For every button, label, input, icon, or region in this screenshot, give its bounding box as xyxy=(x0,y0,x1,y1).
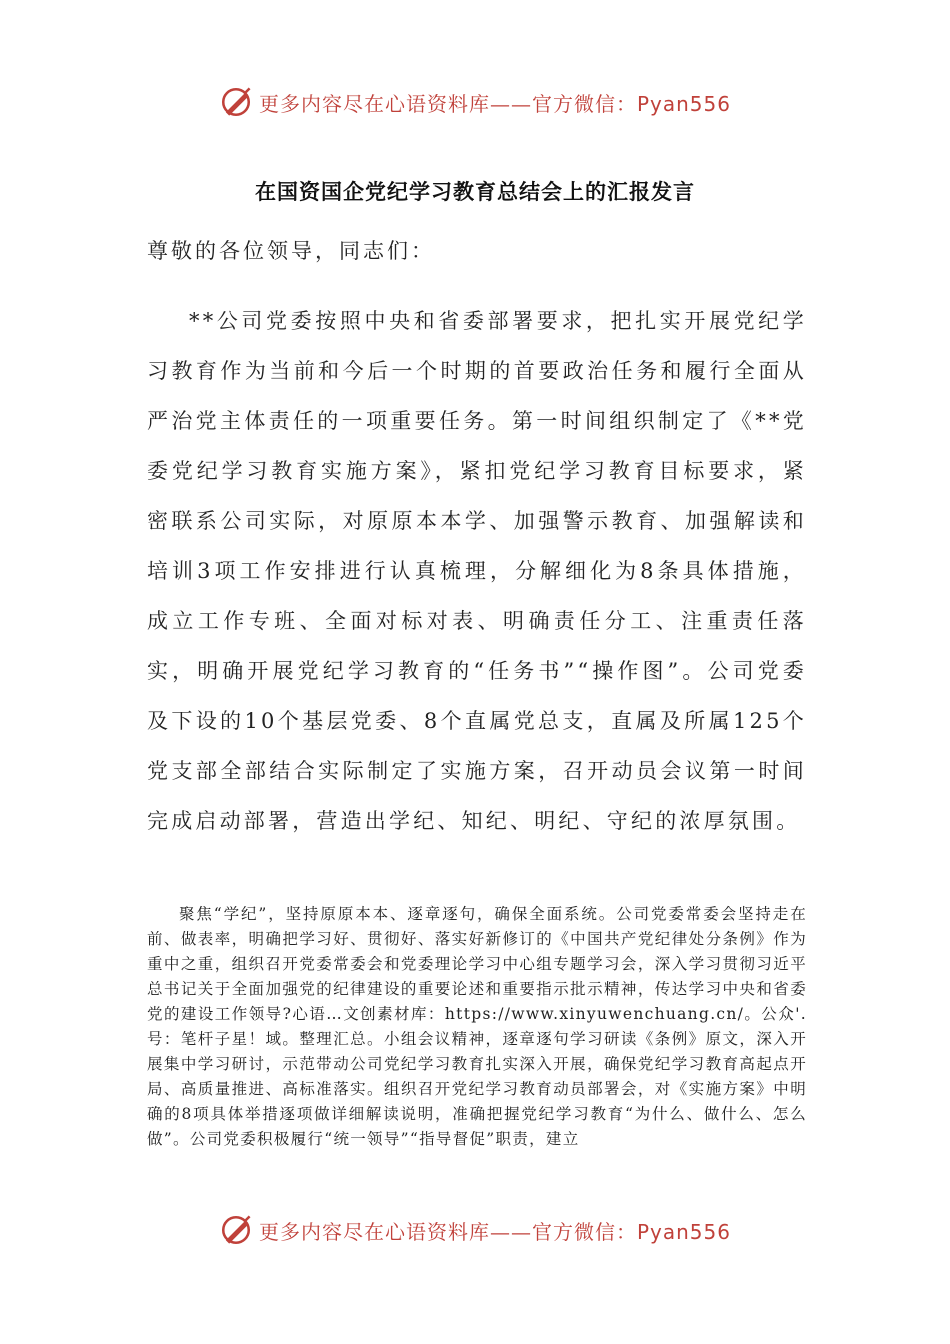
document-title: 在国资国企党纪学习教育总结会上的汇报发言 xyxy=(255,180,695,204)
body-paragraph-2: 聚焦“学纪”，坚持原原本本、逐章逐句，确保全面系统。公司党委常委会坚持走在前、做表率，明确把学习好、贯彻好、落实好新修订的《中国共产党纪律处分条例》作为重中之重，组织召开党委常委会和党委理论学习中心组专题学习会，深入学习贯彻习近平总书记关于全面加强党的纪律建设的重要论述和重要指示批示精神，传达学习中央和省委党的建设工作领导?心语…文创素材库：https://www.xinyuwenchuang.cn/。公众'.号：笔杆子星！域。整理汇总。小组会议精神，逐章逐句学习研读《条例》原文，深入开展集中学习研讨，示范带动公司党纪学习教育扎实深入开展，确保党纪学习教育高起点开局、高质量推进、高标准落实。组织召开党纪学习教育动员部署会，对《实施方案》中明确的8项具体举措逐项做详细解读说明，准确把握党纪学习教育“为什么、做什么、怎么做”。公司党委积极履行“统一领导”“指导督促”职责，建立 xyxy=(147,905,807,1148)
header-banner xyxy=(0,84,950,120)
pen-logo-icon xyxy=(219,85,253,119)
body-paragraph-1: **公司党委按照中央和省委部署要求，把扎实开展党纪学习教育作为当前和今后一个时期的首要政治任务和履行全面从严治党主体责任的一项重要任务。第一时间组织制定了《**党委党纪学习教育实施方案》，紧扣党纪学习教育目标要求，紧密联系公司实际，对原原本本学、加强警示教育、加强解读和培训3项工作安排进行认真梳理，分解细化为8条具体措施，成立工作专班、全面对标对表、明确责任分工、注重责任落实，明确开展党纪学习教育的“任务书”“操作图”。公司党委及下设的10个基层党委、8个直属党总支，直属及所属125个党支部全部结合实际制定了实施方案，召开动员会议第一时间完成启动部署，营造出学纪、知纪、明纪、守纪的浓厚氛围。 xyxy=(147,309,807,833)
pen-logo-icon xyxy=(219,1213,253,1247)
footer-banner xyxy=(0,1212,950,1248)
banner-text: 更多内容尽在心语资料库——官方微信：Pyan556 xyxy=(258,91,731,116)
greeting: 尊敬的各位领导，同志们： xyxy=(147,239,435,263)
banner-text: 更多内容尽在心语资料库——官方微信：Pyan556 xyxy=(258,1219,731,1244)
